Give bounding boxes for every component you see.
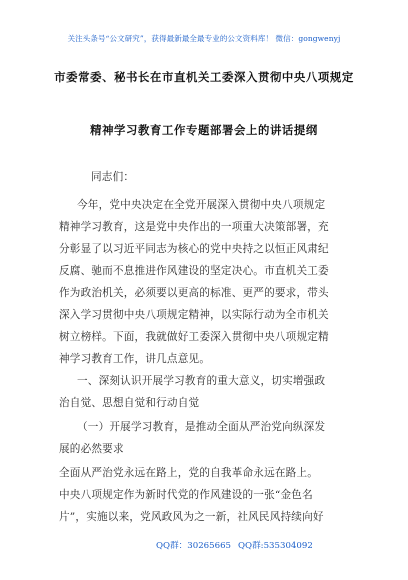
body-line: 今年，党中央决定在全党开展深入贯彻中央八项规定 [77, 199, 326, 211]
body-line: 精神学习教育，这是党中央作出的一项重大决策部署，充 [59, 221, 329, 233]
document-title-line-2: 精神学习教育工作专题部署会上的讲话提纲 [90, 123, 318, 137]
document-title-line-1: 市委常委、秘书长在市直机关工委深入贯彻中央八项规定 [54, 70, 354, 84]
qq-group-1: QQ群：30265665 [156, 541, 232, 551]
subsection-heading: 展的必然要求 [59, 443, 124, 455]
body-line: 作为政治机关，必须要以更高的标准、更严的要求，带头 [59, 287, 329, 299]
body-line: 树立榜样。下面，我就做好工委深入贯彻中央八项规定精 [59, 331, 329, 343]
promo-banner: 关注头条号“公文研究”，获得最新最全最专业的公文资料库！ 微信：gongwenyj [67, 34, 341, 43]
section-heading: 一、深刻认识开展学习教育的重大意义，切实增强政 [77, 375, 326, 387]
body-line: 片”，实施以来，党风政风为之一新，社风民风持续向好 [59, 511, 324, 523]
subsection-heading: （一）开展学习教育，是推动全面从严治党向纵深发 [77, 421, 326, 433]
body-line: 分彰显了以习近平同志为核心的党中央持之以恒正风肃纪 [59, 243, 329, 255]
body-line: 中央八项规定作为新时代党的作风建设的一张“金色名 [59, 489, 313, 501]
body-line: 反腐、驰而不息推进作风建设的坚定决心。市直机关工委 [59, 265, 329, 277]
salutation: 同志们： [91, 171, 135, 183]
body-line: 神学习教育工作，讲几点意见。 [59, 353, 211, 365]
qq-group-2: QQ群:535304092 [238, 541, 313, 551]
section-heading: 治自觉、思想自觉和行动自觉 [59, 397, 200, 409]
body-line: 深入学习贯彻中央八项规定精神，以实际行动为全市机关 [59, 309, 329, 321]
body-line: 全面从严治党永远在路上，党的自我革命永远在路上。 [59, 467, 319, 479]
